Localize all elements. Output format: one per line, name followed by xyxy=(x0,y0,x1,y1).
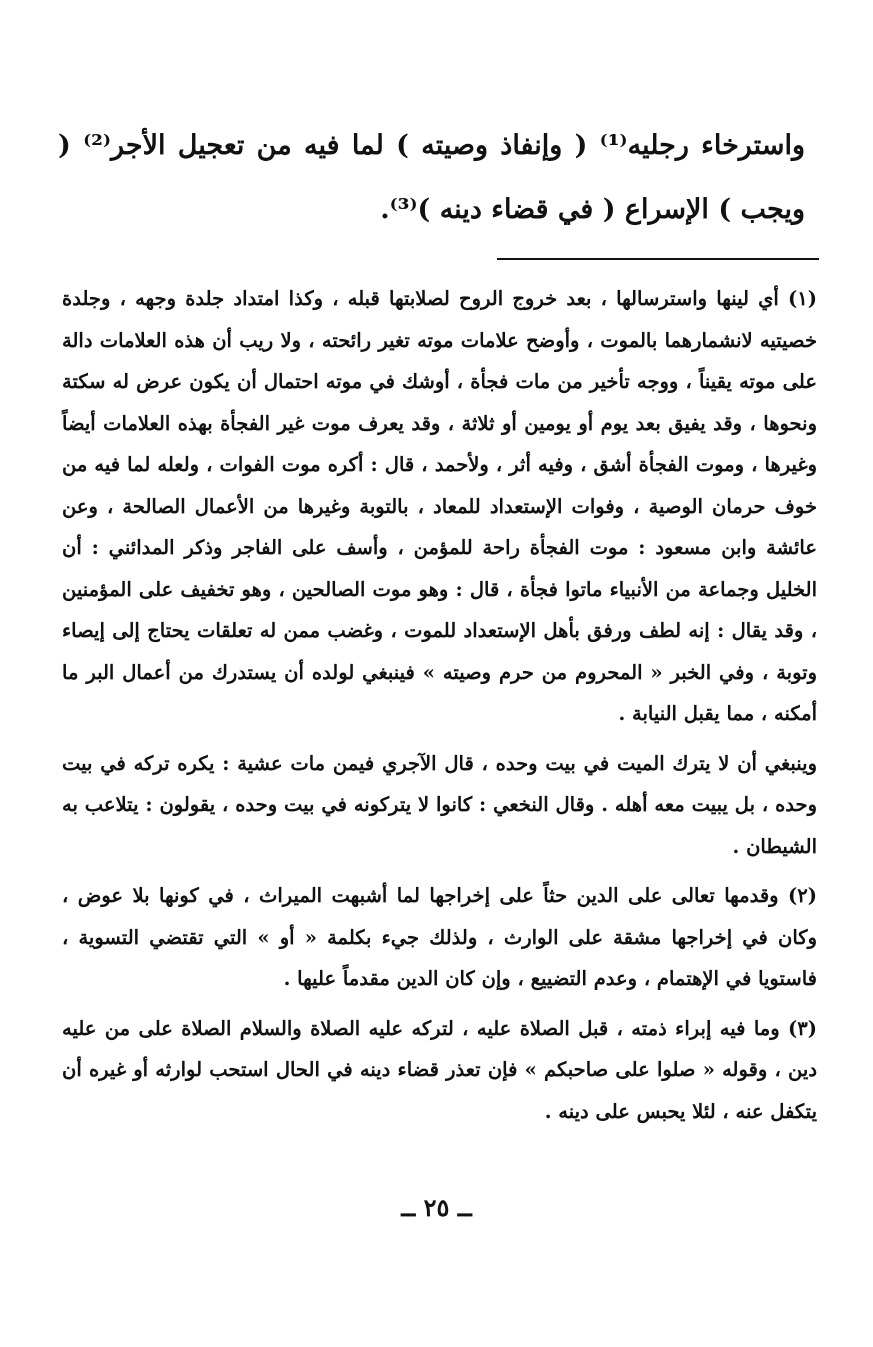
footnote-separator xyxy=(497,258,819,260)
footnote-1: (١) أي لينها واسترسالها ، بعد خروج الروح لصلابتها قبله ، وكذا امتداد جلدة وجهه ، وجلدة خصيتيه لانشمارهما بالموت ، وأوضح علامات موته تغير رائحته ، ولا ريب أن هذه العلامات دالة على موته يقيناً ، ووجه تأخير من مات فجأة ، أوشك في موته احتمال أن يكون عرض له سكتة ونحوها ، وقد يفيق بعد يوم أو يومين أو ثلاثة ، وقد يعرف موت غير الفجأة بهذه العلامات أيضاً وغيرها ، وموت الفجأة أشق ، وفيه أثر ، ولأحمد ، قال : أكره موت الفوات ، ولعله لما فيه من خوف حرمان الوصية ، وفوات الإستعداد للمعاد ، بالتوبة وغيرها من الأعمال الصالحة ، وعن عائشة وابن مسعود : موت الفجأة راحة للمؤمن ، وأسف على الفاجر وذكر المدائني : أن الخليل وجماعة من الأنبياء ماتوا فجأة ، قال : وهو موت الصالحين ، وهو تخفيف على المؤمنين ، وقد يقال : إنه لطف ورفق بأهل الإستعداد للموت ، وغضب ممن له تعلقات يحتاج إلى إيصاء وتوبة ، وفي الخبر « المحروم من حرم وصيته » فينبغي لولده أن يستدرك من أعمال البر ما أمكنه ، مما يقبل النيابة . xyxy=(62,287,817,725)
footnote-3: (٣) وما فيه إبراء ذمته ، قبل الصلاة عليه ، لتركه عليه الصلاة والسلام الصلاة على من عليه دين ، وقوله « صلوا على صاحبكم » فإن تعذر قضاء دينه في الحال استحب لوارثه أو غيره أن يتكفل عنه ، لئلا يحبس على دينه . xyxy=(62,1016,817,1123)
page-number: ــ ٢٥ ــ xyxy=(401,1193,472,1222)
footnote-2: (٢) وقدمها تعالى على الدين حثاً على إخراجها لما أشبهت الميراث ، في كونها بلا عوض ، وكان في إخراجها مشقة على الوارث ، ولذلك جيء بكلمة « أو » التي تقتضي التسوية ، فاستويا في الإهتمام ، وعدم التضييع ، وإن كان الدين مقدماً عليها . xyxy=(62,884,817,990)
main-text-paragraph: واسترخاء رجليه⁽¹⁾ ( وإنفاذ وصيته ) لما فيه من تعجيل الأجر⁽²⁾ ( ويجب ) الإسراع ( في قضاء دينه )⁽³⁾. xyxy=(58,130,805,225)
footnotes-section xyxy=(62,278,817,1140)
footnote-1-continued: وينبغي أن لا يترك الميت في بيت وحده ، قال الآجري فيمن مات عشية : يكره تركه في بيت وحده ، بل يبيت معه أهله . وقال النخعي : كانوا لا يتركونه في بيت وحده ، يقولون : يتلاعب به الشيطان . xyxy=(62,751,817,858)
